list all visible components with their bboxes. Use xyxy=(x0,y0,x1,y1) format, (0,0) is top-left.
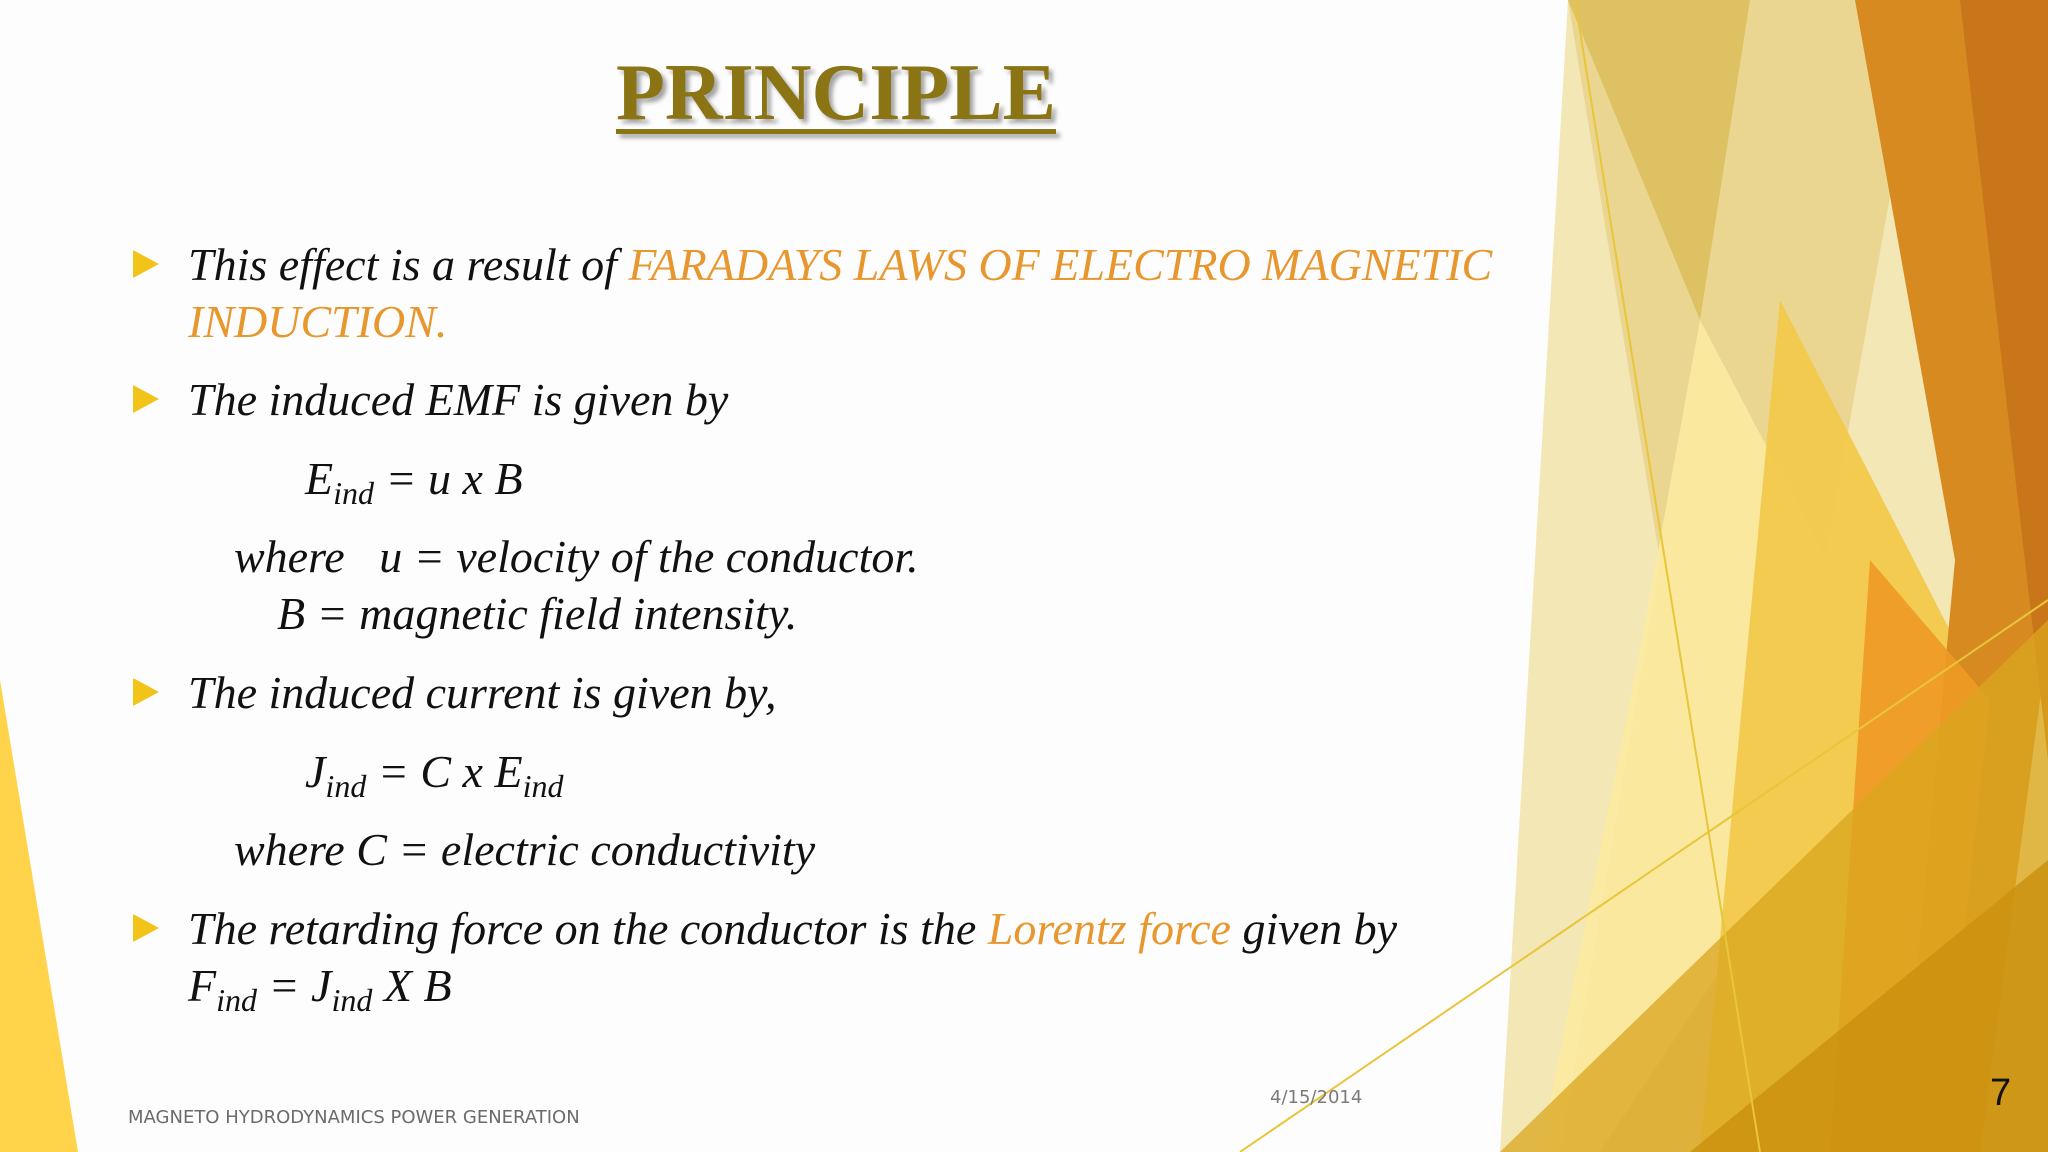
footer-text: MAGNETO HYDRODYNAMICS POWER GENERATION xyxy=(128,1107,580,1128)
bullet-faraday xyxy=(130,236,1570,350)
slide-title: PRINCIPLE xyxy=(615,49,1057,137)
formula-symbol: E xyxy=(305,453,334,504)
bullet-text: The induced EMF is given by xyxy=(188,374,729,425)
bullet-lorentz-force xyxy=(130,900,1570,1018)
left-accent-shape xyxy=(0,680,78,1152)
emf-where-velocity: where u = velocity of the conductor. xyxy=(234,531,919,582)
formula-subscript: ind xyxy=(216,982,257,1018)
bullet-induced-current xyxy=(130,664,1570,721)
current-formula xyxy=(130,743,1570,804)
formula-symbol: J xyxy=(305,746,326,797)
formula-subscript: ind xyxy=(333,475,374,511)
formula-rhs: X B xyxy=(372,960,452,1011)
formula-rhs: = J xyxy=(257,960,332,1011)
formula-symbol: F xyxy=(188,960,217,1011)
bullet-triangle-icon xyxy=(133,385,159,413)
bullet-text: The retarding force on the conductor is the xyxy=(188,903,988,954)
bullet-induced-emf xyxy=(130,371,1570,428)
bullet-text: This effect is a result of xyxy=(188,239,629,290)
emf-formula xyxy=(130,450,1570,511)
formula-subscript: ind xyxy=(325,768,367,804)
faraday-laws-highlight: FARADAYS LAWS OF ELECTRO MAGNETIC INDUCTION. xyxy=(188,239,1493,347)
current-where-conductivity: where C = electric conductivity xyxy=(234,824,816,875)
formula-rhs: = u x B xyxy=(374,453,523,504)
bullet-triangle-icon xyxy=(133,914,159,942)
slide-date: 4/15/2014 xyxy=(1270,1087,1363,1108)
bullet-triangle-icon xyxy=(133,250,159,278)
bullet-triangle-icon xyxy=(133,678,159,706)
lorentz-force-highlight: Lorentz force xyxy=(987,903,1231,954)
formula-subscript: ind xyxy=(331,982,373,1018)
formula-rhs: = C x E xyxy=(366,746,523,797)
bullet-text: The induced current is given by, xyxy=(188,667,777,718)
bullet-text-end: given by xyxy=(1230,903,1397,954)
slide-content xyxy=(130,236,1570,1018)
formula-subscript: ind xyxy=(522,768,564,804)
page-number: 7 xyxy=(1990,1072,2012,1114)
emf-where-field: B = magnetic field intensity. xyxy=(277,588,798,639)
